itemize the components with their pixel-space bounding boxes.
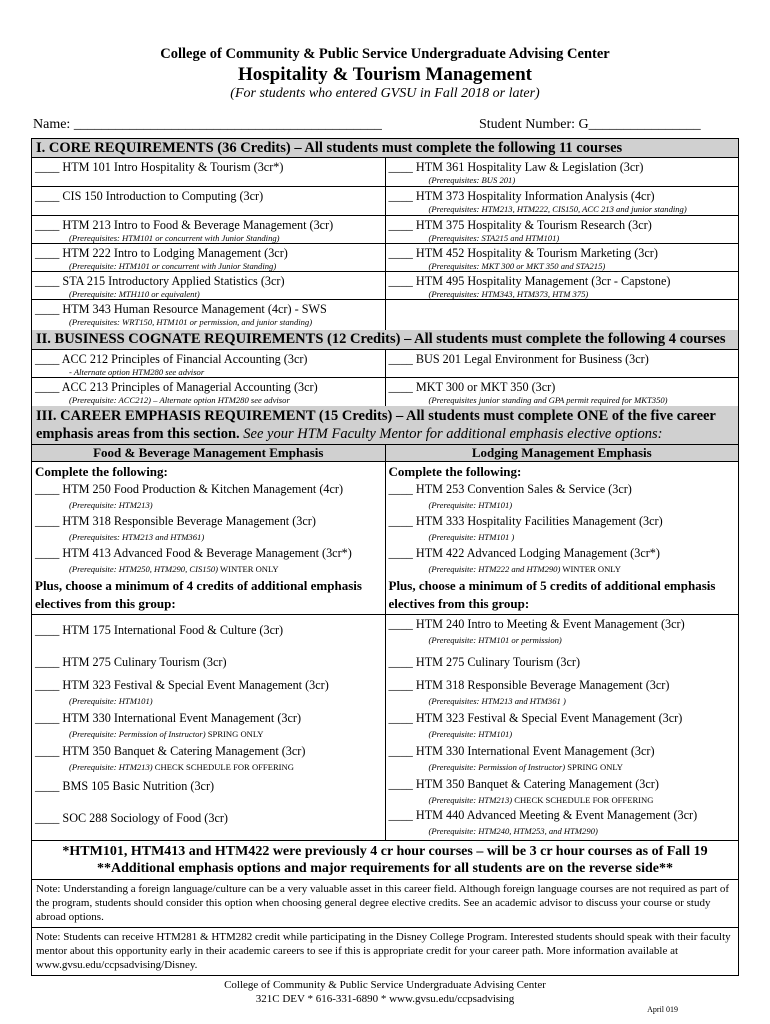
food-course-cell — [32, 480, 386, 512]
course-line: ____ HTM 361 Hospitality Law & Legislation (3cr) — [388, 160, 644, 174]
elective-item — [35, 711, 301, 740]
elective-item — [35, 744, 305, 773]
elective-course: ____ HTM 275 Culinary Tourism (3cr) — [388, 655, 581, 669]
prerequisite-text: (Prerequisite: HTM101) — [69, 696, 153, 706]
prerequisite-note — [35, 497, 382, 511]
name-field[interactable]: Name: ____________________________________________ — [33, 117, 382, 132]
right-cell — [386, 187, 739, 215]
offering-note: CHECK SCHEDULE FOR OFFERING — [512, 795, 654, 805]
prerequisite-text: (Prerequisite: HTM213) — [428, 795, 513, 805]
right-cell — [386, 244, 739, 271]
course-line: ____ HTM 213 Intro to Food & Beverage Management (3cr) — [35, 218, 334, 232]
core-row — [32, 272, 738, 300]
elective-item — [389, 711, 683, 740]
footer-contact: 321C DEV * 616-331-6890 * www.gvsu.edu/ccpsadvising — [255, 993, 515, 1005]
food-emphasis-heading: Food & Beverage Management Emphasis — [32, 445, 386, 461]
page-title: Hospitality & Tourism Management — [238, 64, 532, 85]
elective-item — [389, 808, 698, 837]
right-cell — [386, 378, 739, 406]
right-cell — [386, 350, 739, 377]
business-row — [32, 378, 738, 406]
prerequisite-text: (Prerequisite: HTM101 or permission) — [428, 635, 562, 645]
elective-course: ____ HTM 318 Responsible Beverage Management (3cr) — [388, 678, 670, 692]
prerequisite-note — [389, 792, 659, 806]
disney-program-note: Note: Students can receive HTM281 & HTM282 credit while participating in the Disney College Program. Interested students should speak with their faculty mentor about this opportunity early in their academic careers to see if this is appropriate credit for your career path. More information available at www.gvsu.edu/ccpsadvising/Disney. — [36, 931, 731, 971]
prerequisite-note: - Alternate option HTM280 see advisor — [69, 367, 205, 377]
elective-item — [389, 655, 581, 670]
career-title-italic: See your HTM Faculty Mentor for additional emphasis elective options: — [239, 426, 663, 442]
core-row — [32, 187, 738, 216]
plus-right: Plus, choose a minimum of 5 credits of additional emphasis electives from this group: — [388, 578, 716, 611]
elective-course: ____ HTM 240 Intro to Meeting & Event Management (3cr) — [388, 617, 685, 631]
food-course-cell — [32, 544, 386, 575]
lodging-course-cell — [386, 544, 739, 575]
prerequisite-text: (Prerequisite: HTM101) — [428, 500, 513, 510]
footnote-block — [32, 841, 738, 880]
prerequisite-text: (Prerequisite: HTM213) — [69, 500, 153, 510]
business-row — [32, 350, 738, 378]
course-line: ____ HTM 343 Human Resource Management (4cr) - SWS — [35, 302, 327, 316]
elective-item — [35, 678, 329, 707]
core-row — [32, 158, 738, 187]
right-cell — [386, 158, 739, 186]
prerequisite-note — [35, 529, 382, 543]
offering-note: SPRING ONLY — [565, 762, 623, 772]
prerequisite-text: (Prerequisite: HTM222 and HTM290) — [428, 564, 561, 574]
elective-course: ____ HTM 175 International Food & Culture (3cr) — [35, 623, 284, 637]
complete-following-right: Complete the following: — [388, 464, 522, 479]
prerequisite-note: (Prerequisites: HTM343, HTM373, HTM 375) — [428, 289, 589, 299]
version-date: April 019 — [647, 1005, 678, 1014]
course-line: ____ HTM 413 Advanced Food & Beverage Management (3cr*) — [35, 546, 352, 560]
prerequisite-note — [35, 726, 301, 740]
prerequisite-text: (Prerequisites: HTM213 and HTM361 ) — [428, 696, 566, 706]
course-line: ____ HTM 250 Food Production & Kitchen Management (4cr) — [35, 482, 344, 496]
course-line: ____ HTM 253 Convention Sales & Service (3cr) — [388, 482, 632, 496]
food-electives — [32, 615, 386, 840]
credit-change-note: *HTM101, HTM413 and HTM422 were previously 4 cr hour courses – will be 3 cr hour courses as of Fall 19 — [62, 844, 708, 859]
right-cell — [386, 216, 739, 243]
left-cell — [32, 187, 386, 215]
plus-left: Plus, choose a minimum of 4 credits of additional emphasis electives from this group: — [32, 575, 386, 614]
elective-course: ____ HTM 275 Culinary Tourism (3cr) — [35, 655, 227, 669]
advising-center-heading: College of Community & Public Service Undergraduate Advising Center — [160, 46, 610, 62]
student-number-field[interactable]: Student Number: G________________ — [479, 117, 701, 132]
lodging-course-cell — [386, 512, 739, 544]
course-line: ____ BUS 201 Legal Environment for Business (3cr) — [388, 352, 649, 366]
course-line: ____ HTM 375 Hospitality & Tourism Research (3cr) — [388, 218, 652, 232]
career-section-title — [32, 406, 738, 445]
prerequisite-note — [389, 632, 685, 646]
foreign-language-note: Note: Understanding a foreign language/culture can be a very valuable asset in this career field. Although foreign language courses are not required as part of the program, students should consider this option when choosing general degree elective credits. See an academic advisor to discuss your course or study abroad options. — [32, 880, 738, 928]
elective-item — [35, 623, 283, 638]
elective-course: ____ HTM 330 International Event Management (3cr) — [388, 744, 655, 758]
lodging-electives — [386, 615, 739, 840]
core-rows — [32, 158, 738, 330]
course-line: ____ HTM 495 Hospitality Management (3cr - Capstone) — [388, 274, 671, 288]
lodging-course-cell — [386, 480, 739, 512]
course-line: ____ HTM 101 Intro Hospitality & Tourism (3cr*) — [35, 160, 284, 174]
elective-course: ____ HTM 350 Banquet & Catering Management (3cr) — [388, 777, 659, 791]
prerequisite-text: (Prerequisite: Permission of Instructor) — [69, 729, 206, 739]
reverse-side-note: **Additional emphasis options and major requirements for all students are on the reverse side** — [97, 861, 673, 876]
left-cell — [32, 158, 386, 186]
career-title-bold: III. CAREER EMPHASIS REQUIREMENT (15 Credits) – All students must complete ONE of the five career emphasis areas from this section. — [36, 408, 716, 442]
page-subtitle: (For students who entered GVSU in Fall 2018 or later) — [230, 86, 540, 101]
elective-item — [35, 655, 227, 670]
elective-item — [389, 777, 659, 806]
course-line: ____ HTM 373 Hospitality Information Analysis (4cr) — [388, 189, 655, 203]
prerequisite-note: (Prerequisites: HTM101 or concurrent with Junior Standing) — [69, 233, 280, 243]
prerequisite-note — [389, 759, 655, 773]
offering-note: SPRING ONLY — [205, 729, 264, 739]
food-course-cell — [32, 512, 386, 544]
right-cell — [386, 272, 739, 299]
elective-item — [35, 811, 228, 826]
prerequisite-note — [389, 561, 736, 575]
emphasis-headers — [32, 445, 738, 462]
career-core-row — [32, 544, 738, 575]
course-line: ____ HTM 318 Responsible Beverage Management (3cr) — [35, 514, 316, 528]
course-line: ____ HTM 452 Hospitality & Tourism Marketing (3cr) — [388, 246, 658, 260]
prerequisite-text: (Prerequisite: HTM213) — [69, 762, 153, 772]
elective-course: ____ HTM 350 Banquet & Catering Management (3cr) — [35, 744, 306, 758]
elective-course: ____ SOC 288 Sociology of Food (3cr) — [35, 811, 228, 825]
business-rows — [32, 350, 738, 406]
core-row — [32, 216, 738, 244]
core-section-title: I. CORE REQUIREMENTS (36 Credits) – All students must complete the following 11 courses — [32, 139, 738, 158]
footer-center-name: College of Community & Public Service Undergraduate Advising Center — [224, 979, 546, 991]
complete-following-left: Complete the following: — [32, 462, 386, 480]
lodging-emphasis-heading: Lodging Management Emphasis — [471, 445, 652, 460]
left-cell — [32, 272, 386, 299]
prerequisite-text: (Prerequisite: HTM240, HTM253, and HTM290) — [428, 826, 598, 836]
course-line: ____ HTM 333 Hospitality Facilities Management (3cr) — [388, 514, 663, 528]
left-cell — [32, 300, 386, 330]
course-line: ____ ACC 212 Principles of Financial Accounting (3cr) — [35, 352, 308, 366]
elective-item — [35, 779, 214, 794]
prerequisite-note: (Prerequisites: STA215 and HTM101) — [428, 233, 560, 243]
plus-row — [32, 575, 738, 615]
left-cell — [32, 216, 386, 243]
electives-row — [32, 615, 738, 841]
offering-note: WINTER ONLY — [218, 564, 279, 574]
elective-course: ____ HTM 323 Festival & Special Event Management (3cr) — [35, 678, 329, 692]
left-cell — [32, 244, 386, 271]
career-core-row — [32, 480, 738, 512]
business-section-title: II. BUSINESS COGNATE REQUIREMENTS (12 Credits) – All students must complete the following 4 courses — [32, 330, 738, 350]
prerequisite-note — [35, 561, 382, 575]
elective-course: ____ HTM 330 International Event Management (3cr) — [35, 711, 302, 725]
course-line: ____ STA 215 Introductory Applied Statistics (3cr) — [35, 274, 285, 288]
career-core-rows — [32, 480, 738, 575]
prerequisite-text: (Prerequisite: HTM250, HTM290, CIS150) — [69, 564, 219, 574]
course-line: ____ MKT 300 or MKT 350 (3cr) — [388, 380, 556, 394]
elective-item — [389, 744, 655, 773]
left-cell — [32, 378, 386, 406]
elective-course: ____ BMS 105 Basic Nutrition (3cr) — [35, 779, 215, 793]
left-cell — [32, 350, 386, 377]
prerequisite-note — [389, 529, 736, 543]
prerequisite-note: (Prerequisites: BUS 201) — [428, 175, 516, 185]
course-line: ____ ACC 213 Principles of Managerial Accounting (3cr) — [35, 380, 318, 394]
prerequisite-text: (Prerequisites: HTM213 and HTM361) — [69, 532, 205, 542]
course-line: ____ CIS 150 Introduction to Computing (3cr) — [35, 189, 264, 203]
offering-note: WINTER ONLY — [560, 564, 621, 574]
prerequisite-note: (Prerequisites: WRT150, HTM101 or permission, and junior standing) — [69, 317, 313, 327]
right-cell — [386, 300, 739, 330]
prerequisite-note — [389, 823, 698, 837]
core-row — [32, 244, 738, 272]
course-line: ____ HTM 422 Advanced Lodging Management (3cr*) — [388, 546, 660, 560]
complete-following-row — [32, 462, 738, 480]
offering-note: CHECK SCHEDULE FOR OFFERING — [152, 762, 294, 772]
prerequisite-note — [35, 759, 305, 773]
career-core-row — [32, 512, 738, 544]
elective-item — [389, 678, 670, 707]
prerequisite-text: (Prerequisite: Permission of Instructor) — [428, 762, 566, 772]
course-line: ____ HTM 222 Intro to Lodging Management (3cr) — [35, 246, 288, 260]
prerequisite-text: (Prerequisite: HTM101) — [428, 729, 513, 739]
elective-course: ____ HTM 323 Festival & Special Event Management (3cr) — [388, 711, 683, 725]
prerequisite-text: (Prerequisite: HTM101 ) — [428, 532, 515, 542]
prerequisite-note: (Prerequisites: MKT 300 or MKT 350 and STA215) — [428, 261, 606, 271]
prerequisite-note — [389, 497, 736, 511]
requirements-grid — [31, 138, 739, 976]
prerequisite-note: (Prerequisite: HTM101 or concurrent with Junior Standing) — [69, 261, 277, 271]
prerequisite-note: (Prerequisites: HTM213, HTM222, CIS150, ACC 213 and junior standing) — [428, 204, 687, 214]
elective-item — [389, 617, 685, 646]
elective-course: ____ HTM 440 Advanced Meeting & Event Management (3cr) — [388, 808, 698, 822]
core-row — [32, 300, 738, 330]
prerequisite-note — [389, 726, 683, 740]
prerequisite-note — [389, 693, 670, 707]
prerequisite-note — [35, 693, 329, 707]
prerequisite-note: (Prerequisites junior standing and GPA permit required for MKT350) — [428, 395, 668, 405]
prerequisite-note: (Prerequisite: MTH110 or equivalent) — [69, 289, 200, 299]
prerequisite-note: (Prerequisite: ACC212) – Alternate option HTM280 see advisor — [69, 395, 290, 405]
